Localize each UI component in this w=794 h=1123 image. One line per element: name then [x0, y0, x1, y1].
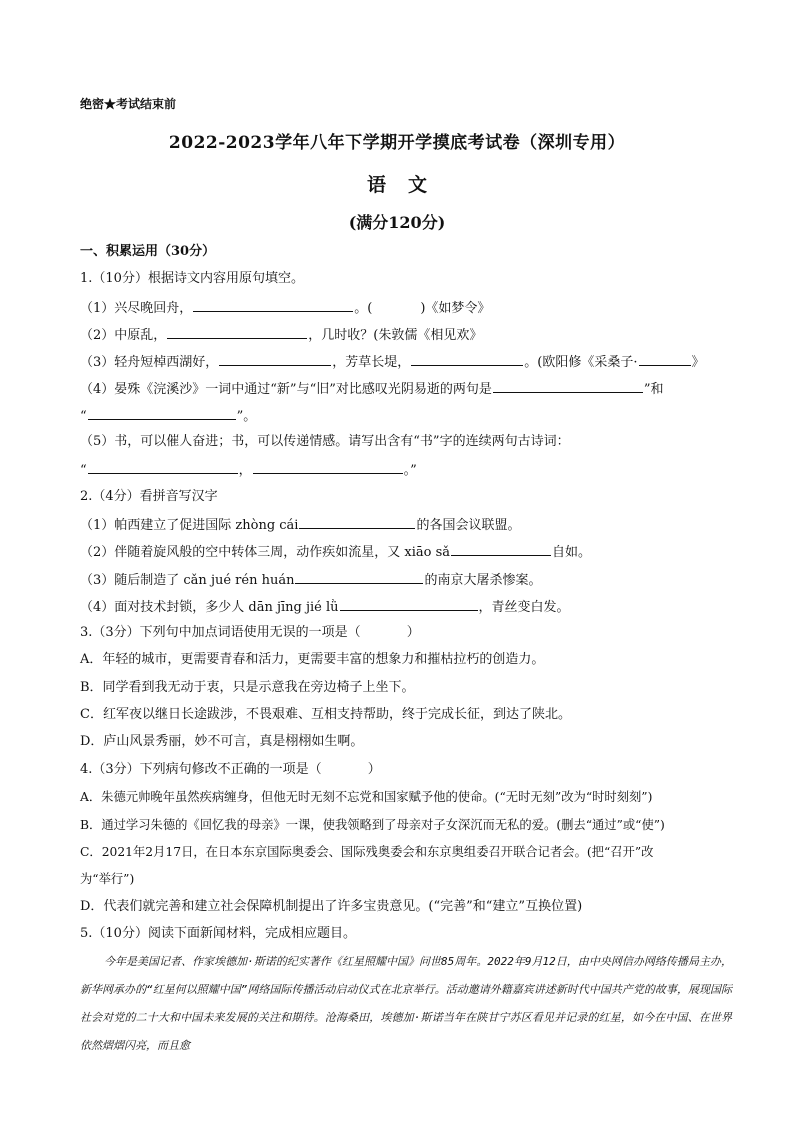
full-score: (满分120分) — [348, 213, 446, 232]
question-2-item-4: （4）面对技术封锁，多少人 dān jīng jié lǜ ，青丝变白发。 — [80, 597, 730, 617]
answer-blank[interactable] — [373, 299, 419, 312]
answer-blank[interactable] — [411, 352, 523, 366]
question-1-item-3: （3）轻舟短棹西湖好， ，芳草长堤， 。(欧阳修《采桑子· 》 — [80, 352, 730, 372]
question-4-stem: 4.（3分）下列病句修改不正确的一项是（ ） — [80, 762, 381, 777]
answer-blank[interactable] — [219, 352, 331, 366]
answer-blank[interactable] — [493, 379, 643, 393]
exam-title: 2022-2023学年八年下学期开学摸底考试卷（深圳专用） — [168, 133, 626, 153]
question-5-stem: 5.（10分）阅读下面新闻材料，完成相应题目。 — [80, 926, 356, 941]
question-4-option-c: C．2021年2月17日，在日本东京国际奥委会、国际残奥委会和东京奥组委召开联合记者会。(把“召开”改 — [80, 845, 654, 859]
answer-blank[interactable] — [193, 298, 353, 312]
answer-blank[interactable] — [88, 460, 238, 474]
question-2-item-2: （2）伴随着旋风般的空中转体三周，动作疾如流星，又 xiāo sǎ 自如。 — [80, 542, 730, 562]
confidential-label: 绝密★考试结束前 — [80, 97, 177, 111]
question-4-option-b: B．通过学习朱德的《回忆我的母亲》一课，使我领略到了母亲对子女深沉而无私的爱。(删去“通过”或“使”) — [80, 818, 665, 832]
answer-blank[interactable] — [340, 597, 478, 611]
question-1-item-5-cont: “ ， 。” — [80, 460, 730, 480]
passage-text: 今年是美国记者、作家埃德加·斯诺的纪实著作《红星照耀中国》问世85周年。2022年9月12日，由中央网信办网络传播局主办，新华网承办的“红星何以照耀中国”网络国际传播活动启动仪式在北京举行。活动邀请外籍嘉宾讲述新时代中国共产党的故事，展现国际社会对党的二十大和中国未来发展的关注和期待。沧海桑田，埃德加·斯诺当年在陕甘宁苏区看见并记录的红星，如今在中国、在世界依然熠熠闪亮，而且愈 — [80, 955, 732, 1052]
subject-title: 语文 — [366, 174, 449, 196]
question-2-item-3: （3）随后制造了 cǎn jué rén huán 的南京大屠杀惨案。 — [80, 570, 730, 590]
question-3-option-b: B．同学看到我无动于衷，只是示意我在旁边椅子上坐下。 — [80, 680, 415, 695]
question-4-option-d: D．代表们就完善和建立社会保障机制提出了许多宝贵意见。(“完善”和“建立”互换位置) — [80, 899, 583, 914]
answer-blank[interactable] — [639, 352, 691, 366]
answer-blank[interactable] — [253, 460, 403, 474]
question-3-option-a: A．年轻的城市，更需要青春和活力，更需要丰富的想象力和摧枯拉朽的创造力。 — [80, 652, 545, 667]
question-3-stem: 3.（3分）下列句中加点词语使用无误的一项是（ ） — [80, 625, 420, 640]
question-3-option-c: C．红军夜以继日长途跋涉，不畏艰难、互相支持帮助，终于完成长征，到达了陕北。 — [80, 707, 571, 722]
question-4-option-a: A．朱德元帅晚年虽然疾病缠身，但他无时无刻不忘党和国家赋予他的使命。(“无时无刻”改为“时时刻刻”) — [80, 790, 653, 804]
question-1-item-5: （5）书，可以催人奋进；书，可以传递情感。请写出含有“书”字的连续两句古诗词： — [80, 434, 570, 449]
question-1-item-4: （4）晏殊《浣溪沙》一词中通过“新”与“旧”对比感叹光阴易逝的两句是 ”和 — [80, 379, 730, 399]
answer-blank[interactable] — [295, 570, 423, 584]
news-passage — [80, 948, 732, 1060]
question-1-item-2: （2）中原乱， ，几时收？(朱敦儒《相见欢》 — [80, 325, 730, 345]
answer-blank[interactable] — [451, 542, 551, 556]
question-1-stem: 1.（10分）根据诗文内容用原句填空。 — [80, 271, 304, 286]
question-2-item-1: （1）帕西建立了促进国际 zhòng cái 的各国会议联盟。 — [80, 515, 730, 535]
section-heading: 一、积累运用（30分） — [80, 244, 216, 259]
question-1-item-4-cont: “ ”。 — [80, 406, 730, 426]
answer-blank[interactable] — [88, 406, 236, 420]
question-1-item-1: （1）兴尽晚回舟， 。( )《如梦令》 — [80, 298, 730, 318]
answer-blank[interactable] — [299, 515, 415, 529]
question-4-option-c-cont: 为“举行”) — [80, 872, 135, 886]
question-2-stem: 2.（4分）看拼音写汉字 — [80, 489, 218, 504]
question-3-option-d: D．庐山风景秀丽，妙不可言，真是栩栩如生啊。 — [80, 734, 364, 749]
answer-blank[interactable] — [167, 325, 307, 339]
